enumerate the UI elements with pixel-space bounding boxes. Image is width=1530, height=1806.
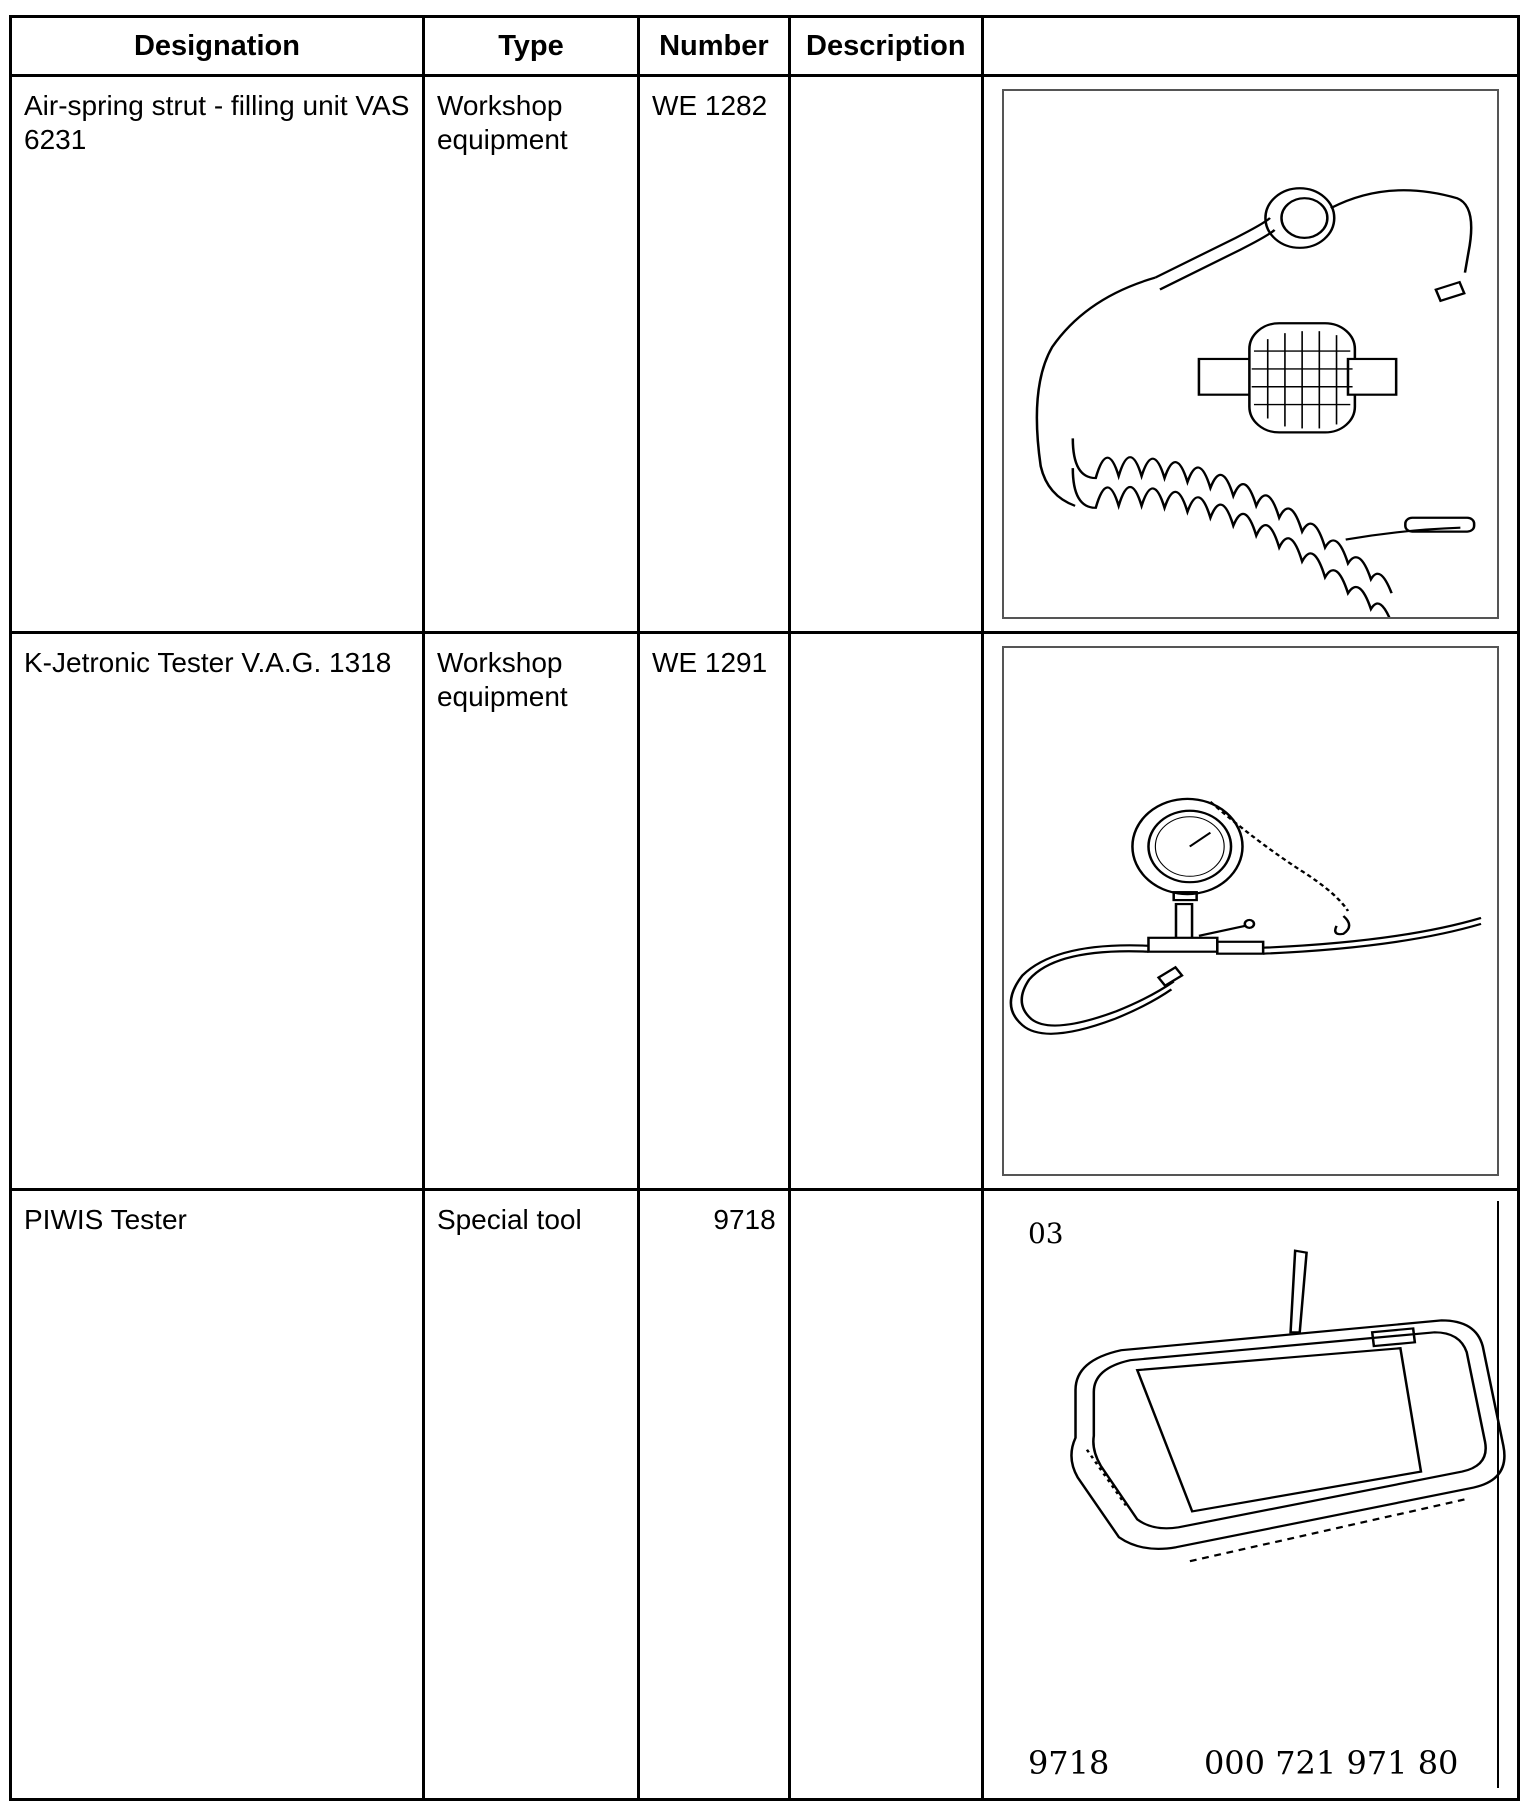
cell-number: 9718 (639, 1190, 790, 1800)
cell-number: WE 1291 (639, 633, 790, 1190)
piwis-tester-illustration (984, 1191, 1517, 1798)
cell-type: Special tool (423, 1190, 638, 1800)
cell-type: Workshop equipment (423, 76, 638, 633)
tools-table (9, 15, 1520, 1801)
air-spring-filling-unit-illustration (1002, 89, 1499, 619)
cell-designation: K-Jetronic Tester V.A.G. 1318 (11, 633, 424, 1190)
cell-designation: PIWIS Tester (11, 1190, 424, 1800)
cell-image (982, 76, 1518, 633)
piwis-image-label-top: 03 (1027, 1217, 1064, 1250)
header-type: Type (423, 17, 638, 76)
cell-description (789, 76, 982, 633)
header-description: Description (789, 17, 982, 76)
header-designation: Designation (11, 17, 424, 76)
table-row (11, 76, 1519, 633)
cell-description (789, 1190, 982, 1800)
header-row (11, 17, 1519, 76)
cell-type: Workshop equipment (423, 633, 638, 1190)
cell-number: WE 1282 (639, 76, 790, 633)
image-divider-line (1497, 1201, 1499, 1788)
table-row (11, 633, 1519, 1190)
cell-image (982, 633, 1518, 1190)
cell-image (982, 1190, 1518, 1800)
piwis-image-label-tool-number: 9718 (1027, 1744, 1110, 1782)
piwis-image-label-part-number: 000 721 971 80 (1203, 1744, 1459, 1782)
header-number: Number (639, 17, 790, 76)
cell-designation: Air-spring strut - filling unit VAS 6231 (11, 76, 424, 633)
cell-description (789, 633, 982, 1190)
table-row (11, 1190, 1519, 1800)
k-jetronic-tester-illustration (1002, 646, 1499, 1176)
header-image (982, 17, 1518, 76)
